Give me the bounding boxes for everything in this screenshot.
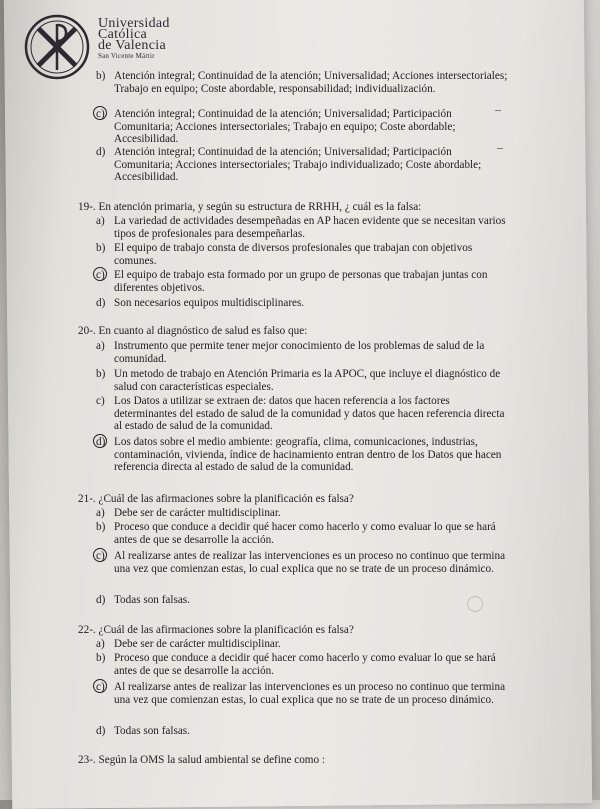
option-letter: c): [96, 395, 105, 407]
option-text: El equipo de trabajo esta formado por un grupo de personas que trabajan juntas con diferentes objetivos.: [114, 269, 488, 294]
university-name: [98, 18, 218, 61]
university-seal-icon: [24, 14, 90, 80]
option-text: Al realizarse antes de realizar las intervenciones es un proceso no continuo que termina una vez que comienzan estas, lo cual explica que no se trate de un proceso dinámico.: [114, 550, 506, 575]
option-text: Atención integral; Continuidad de la atención; Universalidad; Acciones intersectoriales; Trabajo en equipo; Coste abordable, responsabilidad; individualización.: [114, 70, 508, 95]
university-name-line2: Católica: [98, 27, 148, 42]
q18-option-b[interactable]: [96, 70, 508, 95]
q22-stem: 22-. ¿Cuál de las afirmaciones sobre la planificación es falsa?: [78, 624, 354, 636]
option-letter: d): [96, 146, 106, 158]
option-text: Atención integral; Continuidad de la atención; Universalidad; Participación Comunitaria; Acciones intersectoriales; Trabajo individualizado; Coste abordable; Accesibilidad.: [114, 146, 482, 184]
option-letter: b): [96, 70, 106, 82]
university-name-line1: Universidad: [98, 16, 170, 31]
option-letter: a): [96, 215, 105, 227]
q23-stem: 23-. Según la OMS la salud ambiental se define como :: [78, 754, 326, 766]
q20-option-a[interactable]: [96, 340, 508, 365]
option-letter: b): [96, 368, 106, 380]
q20-option-d[interactable]: [96, 436, 508, 474]
q18-option-d[interactable]: [96, 146, 508, 184]
option-text: Todas son falsas.: [114, 725, 190, 737]
option-text: Al realizarse antes de realizar las intervenciones es un proceso no continuo que termina una vez que comienzan estas, lo cual explica que no se trate de un proceso dinámico.: [114, 681, 506, 706]
university-name-line3: de Valencia: [98, 38, 166, 53]
option-text: Atención integral; Continuidad de la atención; Universalidad; Participación Comunitaria; Acciones intersectoriales; Trabajo en equipo; Coste abordable; Accesibilidad.: [114, 108, 456, 146]
q22-option-d[interactable]: [96, 725, 508, 738]
option-letter: a): [96, 507, 105, 519]
q20-option-b[interactable]: [96, 368, 508, 393]
q19-option-d[interactable]: [96, 297, 508, 310]
option-letter: d): [96, 594, 106, 606]
q19-option-c[interactable]: [96, 269, 508, 294]
q22-option-c[interactable]: [96, 681, 508, 706]
option-text: El equipo de trabajo consta de diversos profesionales que trabajan con objetivos comunes.: [114, 242, 473, 267]
q19-option-a[interactable]: [96, 215, 508, 240]
q22-option-a[interactable]: [96, 638, 508, 651]
option-text: Proceso que conduce a decidir qué hacer como hacerlo y como evaluar lo que se hará antes de que se desarrolle la acción.: [114, 521, 496, 546]
q20-stem: 20-. En cuanto al diagnóstico de salud es falso que:: [78, 325, 308, 337]
q21-option-a[interactable]: [96, 507, 508, 520]
option-letter: b): [96, 242, 106, 254]
q21-option-c[interactable]: [96, 550, 508, 575]
q22-option-b[interactable]: [96, 652, 508, 677]
option-text: Instrumento que permite tener mejor conocimiento de los problemas de salud de la comunidad.: [114, 340, 485, 365]
option-letter: b): [96, 652, 106, 664]
faint-circle-mark: [467, 596, 483, 612]
margin-dash-mark-2: –: [497, 140, 503, 154]
option-letter: c): [96, 550, 105, 562]
option-letter: d): [96, 297, 106, 309]
q19-option-b[interactable]: [96, 242, 508, 267]
q21-option-d[interactable]: [96, 594, 508, 607]
option-text: Un metodo de trabajo en Atención Primaria es la APOC, que incluye el diagnóstico de salud con características especiales.: [114, 368, 501, 393]
option-text: Los Datos a utilizar se extraen de: datos que hacen referencia a los factores determinantes del estado de salud de la comunidad y datos que hacen referencia directa al estado de salud de la comunidad.: [114, 395, 505, 433]
option-text: Proceso que conduce a decidir qué hacer como hacerlo y como evaluar lo que se hará antes de que se desarrolle la acción.: [114, 652, 496, 677]
option-letter: c): [96, 269, 105, 281]
q21-option-b[interactable]: [96, 521, 508, 546]
margin-dash-mark: –: [495, 102, 501, 116]
option-letter: c): [96, 108, 105, 120]
option-text: Debe ser de carácter multidisciplinar.: [114, 638, 281, 650]
q18-option-c[interactable]: [96, 108, 508, 146]
option-text: Debe ser de carácter multidisciplinar.: [114, 507, 281, 519]
option-text: Son necesarios equipos multidisciplinares.: [114, 297, 305, 309]
option-letter: b): [96, 521, 106, 533]
option-letter: a): [96, 340, 105, 352]
campus-name: San Vicente Mártir: [98, 52, 155, 60]
option-text: Todas son falsas.: [114, 594, 190, 606]
option-text: La variedad de actividades desempeñadas en AP hacen evidente que se necesitan varios tipos de profesionales para desempeñarlas.: [114, 215, 506, 240]
option-text: Los datos sobre el medio ambiente: geografía, clima, comunicaciones, industrias, contaminación, vivienda, índice de hacinamiento entran dentro de los Datos que hacen referencia directa al estado de salud de la comunidad.: [114, 436, 502, 474]
q19-stem: 19-. En atención primaria, y según su estructura de RRHH, ¿ cuál es la falsa:: [78, 201, 422, 213]
q20-option-c[interactable]: [96, 395, 508, 433]
option-letter: a): [96, 638, 105, 650]
option-letter: d): [96, 725, 106, 737]
q21-stem: 21-. ¿Cuál de las afirmaciones sobre la planificación es falsa?: [78, 493, 354, 505]
option-letter: c): [96, 681, 105, 693]
option-letter: d): [96, 436, 106, 448]
